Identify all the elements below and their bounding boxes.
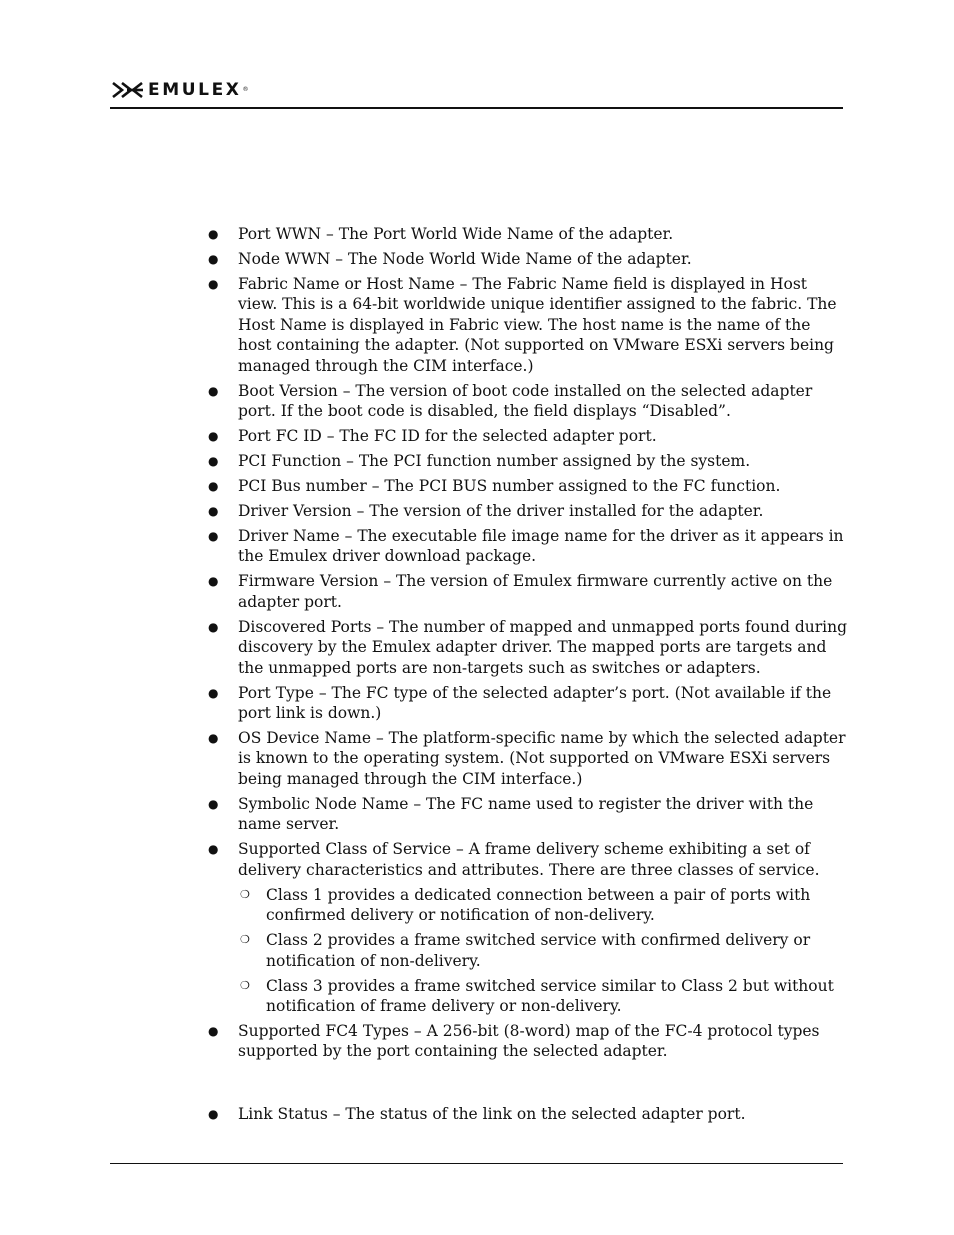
list-item	[208, 1104, 848, 1124]
list-item	[208, 274, 848, 376]
list-item	[208, 571, 848, 612]
hollow-bullet-icon: ❍	[240, 978, 250, 992]
list-item-text: Port Type – The FC type of the selected adapter’s port. (Not available if the port link is down.)	[238, 683, 832, 723]
bullet-icon: ●	[208, 842, 219, 857]
list-item-text: Boot Version – The version of boot code installed on the selected adapter port. If the boot code is disabled, the field displays “Disabled”.	[238, 381, 813, 421]
property-list	[208, 224, 848, 1062]
list-item-text: Port FC ID – The FC ID for the selected adapter port.	[238, 427, 657, 446]
brand-name: EMULEX	[148, 80, 242, 100]
bullet-icon: ●	[208, 1023, 219, 1038]
list-item-text: OS Device Name – The platform-specific name by which the selected adapter is known to the operating system. (Not supported on VMware ESXi servers being managed through the CIM interface.)	[238, 729, 846, 788]
sub-list-item	[238, 930, 848, 971]
list-item-text: Port WWN – The Port World Wide Name of the adapter.	[238, 225, 674, 243]
list-item	[208, 728, 848, 789]
sub-list-item-text: Class 1 provides a dedicated connection between a pair of ports with confirmed delivery or notification of non-delivery.	[266, 885, 811, 925]
section-gap	[208, 1066, 848, 1104]
bullet-icon: ●	[208, 252, 219, 266]
sub-list-item	[238, 885, 848, 926]
list-item	[208, 1021, 848, 1062]
list-item-text: Link Status – The status of the link on the selected adapter port.	[238, 1105, 746, 1124]
list-item-text: PCI Bus number – The PCI BUS number assigned to the FC function.	[238, 477, 781, 496]
sub-list	[238, 885, 848, 1017]
bullet-icon: ●	[208, 796, 219, 811]
list-item	[208, 381, 848, 422]
bullet-icon: ●	[208, 504, 219, 519]
trademark-symbol: ®	[242, 86, 249, 93]
list-item-text: Node WWN – The Node World Wide Name of the adapter.	[238, 250, 692, 268]
bullet-icon: ●	[208, 529, 219, 544]
list-item	[208, 683, 848, 724]
list-item-text: PCI Function – The PCI function number assigned by the system.	[238, 452, 751, 471]
list-item	[208, 526, 848, 567]
emulex-logo	[112, 80, 249, 100]
list-item-text: Supported Class of Service – A frame delivery scheme exhibiting a set of delivery characteristics and attributes. There are three classes of service.	[238, 840, 820, 879]
hollow-bullet-icon: ❍	[240, 933, 250, 947]
bullet-icon: ●	[208, 619, 219, 634]
list-item	[208, 794, 848, 835]
list-item-text: Symbolic Node Name – The FC name used to register the driver with the name server.	[238, 794, 814, 834]
bullet-icon: ●	[208, 479, 219, 494]
bullet-icon: ●	[208, 1107, 219, 1122]
list-item-text: Discovered Ports – The number of mapped and unmapped ports found during discovery by the Emulex adapter driver. The mapped ports are targets and the unmapped ports are non-targets such as switches or adapters.	[238, 617, 848, 677]
list-item-text: Firmware Version – The version of Emulex firmware currently active on the adapter port.	[238, 572, 833, 611]
bullet-icon: ●	[208, 277, 219, 291]
sub-list-item	[238, 976, 848, 1017]
list-item	[208, 451, 848, 471]
header-rule	[110, 107, 843, 109]
list-item	[208, 426, 848, 446]
list-item-text: Driver Version – The version of the driver installed for the adapter.	[238, 502, 764, 521]
bullet-icon: ●	[208, 574, 219, 589]
bullet-icon: ●	[208, 227, 219, 241]
list-item	[208, 501, 848, 521]
bullet-icon: ●	[208, 454, 219, 469]
bullet-icon: ●	[208, 731, 219, 746]
sub-list-item-text: Class 3 provides a frame switched service similar to Class 2 but without notification of frame delivery or non-delivery.	[266, 976, 834, 1015]
list-item	[208, 617, 848, 678]
bullet-icon: ●	[208, 429, 219, 444]
bullet-icon: ●	[208, 383, 219, 398]
status-list	[208, 1104, 848, 1124]
list-item	[208, 224, 848, 244]
bullet-icon: ●	[208, 685, 219, 700]
list-item	[208, 476, 848, 496]
page-content	[208, 224, 848, 1129]
list-item-text: Driver Name – The executable file image name for the driver as it appears in the Emulex driver download package.	[238, 527, 844, 566]
list-item-text: Fabric Name or Host Name – The Fabric Name field is displayed in Host view. This is a 64-bit worldwide unique identifier assigned to the fabric. The Host Name is displayed in Fabric view. The host name is the name of the host containing the adapter. (Not supported on VMware ESXi servers being managed through the CIM interface.)	[238, 275, 837, 375]
hollow-bullet-icon: ❍	[240, 887, 250, 901]
footer-rule	[110, 1163, 843, 1164]
list-item	[208, 839, 848, 1016]
list-item	[208, 249, 848, 269]
emulex-logo-icon	[112, 82, 144, 98]
sub-list-item-text: Class 2 provides a frame switched service with confirmed delivery or notification of non-delivery.	[266, 931, 811, 970]
list-item-text: Supported FC4 Types – A 256-bit (8-word) map of the FC-4 protocol types supported by the port containing the selected adapter.	[238, 1021, 820, 1061]
